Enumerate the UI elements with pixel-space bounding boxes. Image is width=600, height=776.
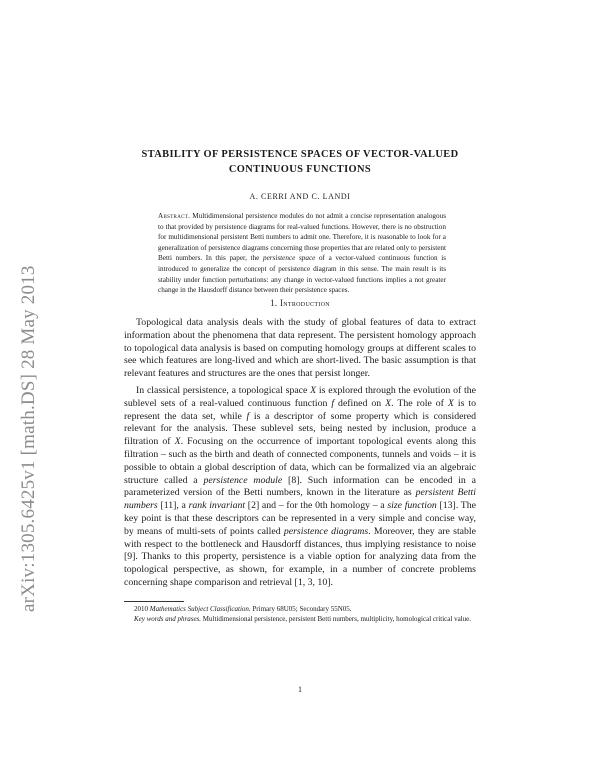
- title-line-2: CONTINUOUS FUNCTIONS: [228, 164, 372, 175]
- abstract: [158, 211, 446, 296]
- abstract-emphasis: persistence space: [262, 254, 316, 263]
- footnote-keywords: Key words and phrases. Multidimensional persistence, persistent Betti numbers, multiplicity, homological critical value.: [134, 615, 471, 623]
- body-text: [124, 317, 476, 594]
- footnotes: [124, 604, 476, 624]
- section-heading: 1. Introduction: [270, 298, 330, 308]
- abstract-label: Abstract.: [158, 212, 191, 220]
- paragraph-1: Topological data analysis deals with the study of global features of data to extract information about the phenomena that data represent. The persistent homology approach to topological data analysis is based on computing homology groups at different scales to see which features are long-lived and which are short-lived. The basic assumption is that relevant features and structures are the ones that persist longer.: [124, 317, 476, 380]
- abstract-text: Multidimensional persistence modules do not admit a concise representation analogous to that provided by persistence diagrams for real-valued functions. However, there is no obstruction for multidimensional persistent Betti numbers to admit one. Therefore, it is reasonable to look for a generalization of persistence diagrams concerning those properties that are related only to persistent Betti numbers. In this paper, the: [158, 212, 446, 263]
- footnote-rule: [124, 601, 184, 602]
- paper-title: [120, 147, 480, 177]
- page-number: 1: [298, 685, 302, 694]
- authors: A. CERRI AND C. LANDI: [249, 192, 351, 201]
- title-line-1: STABILITY OF PERSISTENCE SPACES OF VECTOR-VALUED: [141, 149, 459, 160]
- abstract-text-cont: of a vector-valued continuous function is introduced to generalize the concept of persistence diagram in this sense. The main result is its stability under function perturbations: any change in vector-valued functions implies a not greater change in the Hausdorff distance between their persistence spaces.: [158, 254, 446, 295]
- footnote-msc: 2010 Mathematics Subject Classification. Primary 68U05; Secondary 55N05.: [134, 605, 352, 613]
- arxiv-identifier: arXiv:1305.6425v1 [math.DS] 28 May 2013: [18, 265, 39, 612]
- paragraph-2: In classical persistence, a topological space X is explored through the evolution of the sublevel sets of a real-valued continuous function f defined on X. The role of X is to represent the data set, while f is a descriptor of some property which is considered relevant for the analysis. These sublevel sets, being nested by inclusion, produce a filtration of X. Focusing on the occurrence of important topological events along this filtration – such as the birth and death of connected components, tunnels and voids – it is possible to obtain a global description of data, which can be formalized via an algebraic structure called a persistence module [8]. Such information can be encoded in a parameterized version of the Betti numbers, known in the literature as persistent Betti numbers [11], a rank invariant [2] and – for the 0th homology – a size function [13]. The key point is that these descriptors can be represented in a very simple and concise way, by means of multi-sets of points called persistence diagrams. Moreover, they are stable with respect to the bottleneck and Hausdorff distances, thus implying resistance to noise [9]. Thanks to this property, persistence is a viable option for analyzing data from the topological perspective, as shown, for example, in a number of concrete problems concerning shape comparison and retrieval [1, 3, 10].: [124, 384, 477, 588]
